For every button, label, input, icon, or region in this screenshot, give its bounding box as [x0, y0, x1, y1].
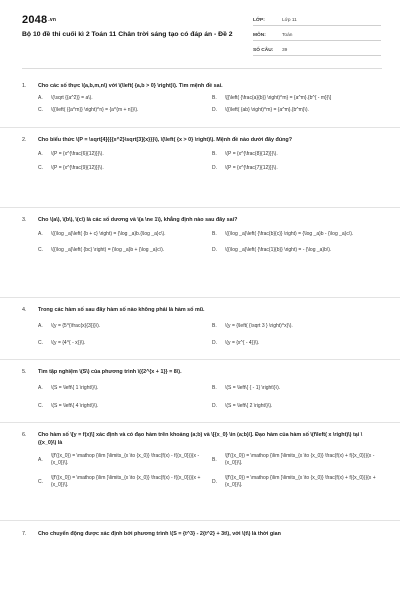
page-header — [0, 0, 400, 60]
answer-option-a[interactable] — [38, 230, 204, 238]
option-letter: B. — [212, 322, 217, 329]
question-5 — [0, 360, 400, 423]
option-text: \[f'({x_0}) = \mathop {\lim }\limits_{x \to {x_0}} \frac{f(x) - f({x_0})}{x - {x_0}}\]. — [51, 453, 200, 466]
meta-label: SỐ CÂU: — [253, 48, 274, 53]
answer-option-a[interactable] — [38, 453, 204, 467]
question-stem — [22, 306, 378, 314]
question-stem — [22, 136, 378, 144]
option-letter: C. — [38, 164, 43, 171]
option-letter: C. — [38, 478, 43, 485]
option-text: \(y = {\left( {\sqrt 3 } \right)^x}\). — [225, 322, 293, 329]
answer-option-d[interactable] — [212, 475, 378, 489]
meta-label: MÔN: — [253, 33, 266, 38]
answer-option-a[interactable] — [38, 150, 204, 158]
answer-option-b[interactable] — [212, 94, 378, 102]
meta-label: LỚP: — [253, 18, 265, 23]
question-1 — [0, 78, 400, 128]
option-text: \[f'({x_0}) = \mathop {\lim }\limits_{x \to {x_0}} \frac{f(x) - f({x_0})}{x + {x_0}}\]. — [51, 475, 201, 488]
question-stem — [22, 82, 378, 90]
answer-option-a[interactable] — [38, 384, 204, 392]
question-text: Cho hàm số \[y = f(x)\] xác định và có đạo hàm trên khoảng (a;b) và \[{x_0} \in (a;b)\]. Đạo hàm của hàm số \(f\left( x \right)\) tại \({x_0}\) là — [38, 432, 363, 446]
question-number: 2. — [22, 137, 27, 143]
option-letter: A. — [38, 94, 43, 101]
answer-options — [38, 453, 378, 489]
meta-row-question-count — [253, 44, 381, 56]
option-text: \[f'({x_0}) = \mathop {\lim }\limits_{x \to {x_0}} \frac{f(x) + f({x_0})}{x + {x_0}}\]. — [225, 475, 376, 488]
option-text: \(S = \left\{ 1 \right\}\). — [51, 384, 99, 391]
meta-value: Toán — [282, 33, 293, 38]
option-text: \(P = {x^{\frac{9}{12}}}\). — [51, 164, 104, 171]
option-letter: D. — [212, 106, 217, 113]
answer-options — [38, 322, 378, 347]
option-text: \({\log _a}\left( {b + c} \right) = {\log _a}b.{\log _a}c\). — [51, 230, 166, 237]
answer-options — [38, 94, 378, 114]
option-letter: C. — [38, 106, 43, 113]
question-number: 1. — [22, 83, 27, 89]
question-stem — [22, 368, 378, 376]
answer-option-b[interactable] — [212, 150, 378, 158]
option-letter: A. — [38, 456, 43, 463]
meta-value: Lớp 11 — [282, 18, 297, 23]
option-letter: A. — [38, 230, 43, 237]
answer-option-d[interactable] — [212, 339, 378, 347]
option-text: \({\left( {{a^m}} \right)^n} = {a^{m + n}}\). — [51, 106, 139, 113]
question-list — [0, 78, 400, 551]
question-text: Cho \(a\), \(b\), \(c\) là các số dương và \(a \ne 1\), khẳng định nào sau đây sai? — [38, 217, 238, 223]
answer-option-c[interactable] — [38, 106, 204, 114]
site-logo[interactable] — [22, 14, 56, 26]
exam-meta — [253, 14, 381, 59]
question-stem — [22, 530, 378, 538]
answer-option-c[interactable] — [38, 339, 204, 347]
option-text: \(y = {4^{ - x}}\). — [51, 339, 86, 346]
option-letter: D. — [212, 402, 217, 409]
question-text: Trong các hàm số sau đây hàm số nào không phải là hàm số mũ. — [38, 307, 205, 313]
answer-option-d[interactable] — [212, 164, 378, 172]
question-text: Tìm tập nghiệm \(S\) của phương trình \({2^{x + 1}} = 8\). — [38, 369, 182, 375]
question-6 — [0, 423, 400, 521]
option-text: \(\sqrt {{a^2}} = a\). — [51, 94, 93, 101]
option-text: \(S = \left\{ 2 \right\}\). — [225, 402, 273, 409]
question-text: Cho chuyển động được xác định bởi phương trình \(S = {t^3} - 2{t^2} + 3t\), với \(t\) là thời gian — [38, 531, 281, 537]
option-letter: B. — [212, 456, 217, 463]
option-letter: C. — [38, 246, 43, 253]
option-letter: D. — [212, 478, 217, 485]
option-text: \(S = \left\{ 4 \right\}\). — [51, 402, 99, 409]
answer-option-b[interactable] — [212, 322, 378, 330]
question-7 — [0, 521, 400, 551]
option-text: \(S = \left\{ { - 1} \right\}\). — [225, 384, 281, 391]
option-text: \(y = {5^{\frac{x}{3}}}\). — [51, 322, 101, 329]
logo-suffix: .vn — [48, 17, 57, 24]
answer-option-b[interactable] — [212, 384, 378, 392]
option-letter: C. — [38, 339, 43, 346]
question-4 — [0, 298, 400, 360]
option-text: \(P = {x^{\frac{8}{12}}}\). — [225, 150, 278, 157]
option-text: \({\left( {ab} \right)^m} = {a^m}.{b^m}\). — [225, 106, 309, 113]
answer-options — [38, 150, 378, 172]
question-stem — [22, 216, 378, 224]
option-letter: D. — [212, 164, 217, 171]
answer-option-a[interactable] — [38, 322, 204, 330]
question-2 — [0, 128, 400, 208]
page-title: Bộ 10 đề thi cuối kì 2 Toán 11 Chân trời sáng tạo có đáp án - Đề 2 — [22, 31, 233, 38]
question-number: 4. — [22, 307, 27, 313]
answer-option-a[interactable] — [38, 94, 204, 102]
answer-options — [38, 384, 378, 410]
answer-option-d[interactable] — [212, 402, 378, 410]
meta-row-class — [253, 14, 381, 26]
option-text: \(P = {x^{\frac{7}{12}}}\). — [225, 164, 278, 171]
option-text: \[f'({x_0}) = \mathop {\lim }\limits_{x \to {x_0}} \frac{f(x) + f({x_0})}{x - {x_0}}\]. — [225, 453, 375, 466]
answer-option-c[interactable] — [38, 164, 204, 172]
question-number: 5. — [22, 369, 27, 375]
option-text: \(y = {x^{ - 4}}\). — [225, 339, 260, 346]
answer-option-b[interactable] — [212, 453, 378, 467]
answer-option-c[interactable] — [38, 246, 204, 254]
question-stem — [22, 431, 378, 447]
option-letter: D. — [212, 339, 217, 346]
option-text: \({\log _a}\left( {\frac{b}{c}} \right) = {\log _a}b - {\log _a}c\). — [225, 230, 354, 237]
option-letter: A. — [38, 322, 43, 329]
answer-option-c[interactable] — [38, 402, 204, 410]
option-letter: B. — [212, 94, 217, 101]
answer-option-b[interactable] — [212, 230, 378, 238]
answer-option-d[interactable] — [212, 246, 378, 254]
option-text: \({\log _a}\left( {bc} \right) = {\log _a}b + {\log _a}c\). — [51, 246, 165, 253]
question-number: 6. — [22, 432, 27, 438]
question-3 — [0, 208, 400, 298]
question-text: Cho biểu thức \(P = \sqrt[4]{{{x^2}\sqrt[3]{x}}}\), \(\left( {x > 0} \right)\). Mệnh đề nào dưới đây đúng? — [38, 137, 293, 143]
question-text: Cho các số thực \(a,b,m,n\) với \(\left( {a,b > 0} \right)\). Tìm mệnh đề sai. — [38, 83, 223, 89]
option-text: \(P = {x^{\frac{6}{12}}}\). — [51, 150, 104, 157]
answer-options — [38, 230, 378, 254]
option-letter: B. — [212, 384, 217, 391]
question-number: 7. — [22, 531, 27, 537]
meta-value: 39 — [282, 48, 288, 53]
question-number: 3. — [22, 217, 27, 223]
option-letter: B. — [212, 150, 217, 157]
option-letter: A. — [38, 384, 43, 391]
logo-text: 2048 — [22, 14, 48, 26]
meta-row-subject — [253, 29, 381, 41]
header-divider — [22, 68, 382, 69]
option-letter: B. — [212, 230, 217, 237]
option-letter: A. — [38, 150, 43, 157]
answer-option-c[interactable] — [38, 475, 204, 489]
answer-option-d[interactable] — [212, 106, 378, 114]
option-letter: D. — [212, 246, 217, 253]
option-text: \({\log _a}\left( {\frac{1}{b}} \right) = - {\log _a}b\). — [225, 246, 332, 253]
option-letter: C. — [38, 402, 43, 409]
option-text: \[{\left( {\frac{a}{b}} \right)^m} = {a^m}.{b^{ - m}}\] — [225, 94, 332, 101]
